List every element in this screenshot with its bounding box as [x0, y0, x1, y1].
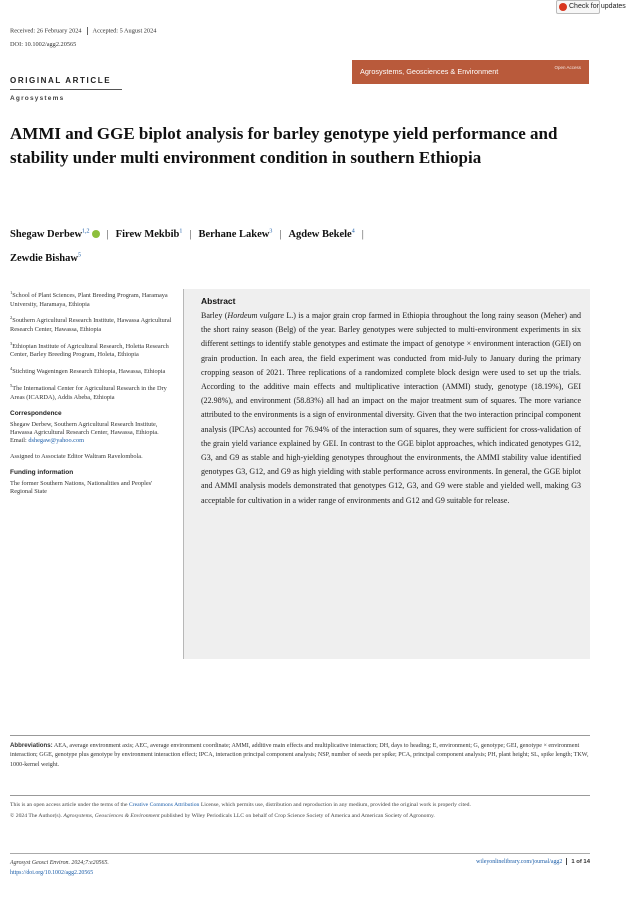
abstract-heading: Abstract	[201, 296, 236, 306]
accepted-date: Accepted: 5 August 2024	[92, 27, 157, 35]
author-link[interactable]: Berhane Lakew$^3$	[198, 228, 273, 240]
article-title: AMMI and GGE biplot analysis for barley genotype yield performance and stability under multi environment condition in southern Ethiopia	[10, 124, 558, 167]
correspondence-text: Shegaw Derbew, Southern Agricultural Research Institute, Hawassa Agricultural Research Center, Hawassa, Ethiopia.	[10, 420, 159, 436]
affiliation: $^5$The International Center for Agricultural Research in the Dry Areas (ICARDA), Addis Abeba, Ethiopia	[10, 383, 167, 401]
email-link[interactable]: dshegaw@yahoo.com	[28, 437, 85, 445]
open-access-logo: Open Access	[554, 65, 581, 70]
abstract-box	[183, 289, 590, 659]
article-subtype: Agrosystems	[10, 95, 65, 102]
orcid-icon[interactable]	[92, 230, 100, 238]
author-link[interactable]: Zewdie Bishaw$^5$	[10, 252, 81, 264]
author-link[interactable]: Shegaw Derbew$^{1,2}$	[10, 229, 100, 240]
doi-header: DOI: 10.1002/agg2.20565	[10, 41, 77, 48]
footer-doi-link[interactable]: https://doi.org/10.1002/agg2.20565	[10, 870, 94, 876]
article-type: ORIGINAL ARTICLE	[10, 76, 112, 85]
email-line: Email: dshegaw@yahoo.com	[10, 437, 85, 445]
license-text: This is an open access article under the terms of the Creative Commons Attribution License, which permits use, distribution and reproduction in any medium, provided the original work is properly cited.	[10, 802, 471, 808]
journal-url-link[interactable]: wileyonlinelibrary.com/journal/agg2	[476, 858, 563, 865]
funding-heading: Funding information	[10, 469, 74, 477]
footer-citation: Agrosyst Geosci Environ. 2024;7:e20565. https://doi.org/10.1002/agg2.20565	[10, 860, 109, 876]
correspondence-heading: Correspondence	[10, 410, 62, 418]
page-footer	[10, 853, 590, 876]
author-link[interactable]: Agdew Bekele$^4$	[288, 228, 355, 240]
author-info-column	[10, 289, 175, 496]
affiliation: $^3$Ethiopian Institute of Agricultural Research, Holetta Research Center, Barley Breeding Program, Holeta, Ethiopia	[10, 340, 169, 359]
license-link[interactable]: Creative Commons Attribution	[128, 802, 200, 808]
abstract-text: Barley (Hordeum vulgare L.) is a major grain crop farmed in Ethiopia throughout the long rainy season (Meher) and the short rainy season (Belg) of the year. Barley genotypes were subjected to multi-environment experiments in six different settings to identify stable genotypes and estimate the impact of genotype × environment interaction (GEI) on grain production. In each area, the field experiment was conducted from mid-July to January during the primary cropping season of 2021. Three replications of a randomized complete block design were used to set up the trials. According to the additive main effects and multiplicative interaction (AMMI) study, genotype (18.19%), GEI (22.98%), and environment (58.83%) all had an impact on the major treatment sum of squares. The more variance attributed to the environments is a sign of environmental diversity. Given that the two interaction principal component analysis (IPCAs) accounted for 76.94% of the interaction sum of squares, they were sufficient for cross-validation of the grain yield variance explained by GEI. In contrast to the GGE biplot approaches, which indicated genotypes G12, G3, and G9 as stable and high-yielding genotypes throughout the environments, the AMMI stability value identified genotypes G3, G12, and G9 as high yielding with stable performance across environments. In general, the GGE biplot and AMMI analysis models demonstrated that genotypes G12, G3, and G9 were stable and yielded well, making G3 acceptable for cultivation in a wider range of environments and G12 and G9 suitable for release.	[201, 311, 582, 505]
page-number: 1 of 14	[571, 858, 590, 865]
copyright-text: © 2024 The Author(s). Agrosystems, Geosciences & Environment published by Wiley Periodicals LLC on behalf of Crop Science Society of America and American Society of Agronomy.	[10, 812, 435, 819]
license-block	[10, 795, 590, 820]
funding-text: The former Southern Nations, Nationalities and Peoples' Regional State	[10, 479, 153, 495]
article-type-rule	[10, 89, 122, 90]
footer-right	[476, 858, 590, 865]
abbreviations: Abbreviations: AEA, average environment axis; AEC, average environment coordinate; AMMI, additive main effects and multiplicative interaction; DH, days to heading; E, environment; G, genotype; GEI, genotype × environment interaction; GGE, genotype plus genotype by environment interaction effect; IPCA, interaction principal component analysis; NSP, number of seeds per spike; PCA, principal component analysis; PH, plant height; SL, spike length; TKW, 1000-kernel weight.	[10, 735, 590, 770]
assigned-editor: Assigned to Associate Editor Waltram Ravelombola.	[10, 452, 143, 460]
check-for-updates-button[interactable]: Check for updates	[556, 0, 600, 14]
author-link[interactable]: Firew Mekbib$^1$	[115, 228, 183, 240]
article-dates	[10, 27, 156, 35]
received-date: Received: 26 February 2024	[10, 27, 82, 35]
divider	[87, 27, 88, 35]
affiliation: $^4$Stichting Wageningen Research Ethiopia, Hawassa, Ethiopia	[10, 366, 166, 376]
journal-banner[interactable]	[352, 60, 589, 84]
affiliation: $^1$School of Plant Sciences, Plant Breeding Program, Haramaya University, Haramaya, Ethiopia	[10, 290, 168, 308]
affiliation: $^2$Southern Agricultural Research Institute, Hawassa Agricultural Research Center, Hawassa, Ethiopia	[10, 315, 172, 333]
author-list: Shegaw Derbew$^{1,2}$ | Firew Mekbib$^1$ | Berhane Lakew$^3$ | Agdew Bekele$^4$ | Zewdie Bishaw$^5$	[10, 228, 364, 264]
journal-name: Agrosystems, Geosciences & Environment	[360, 67, 499, 76]
check-updates-icon	[559, 3, 567, 11]
